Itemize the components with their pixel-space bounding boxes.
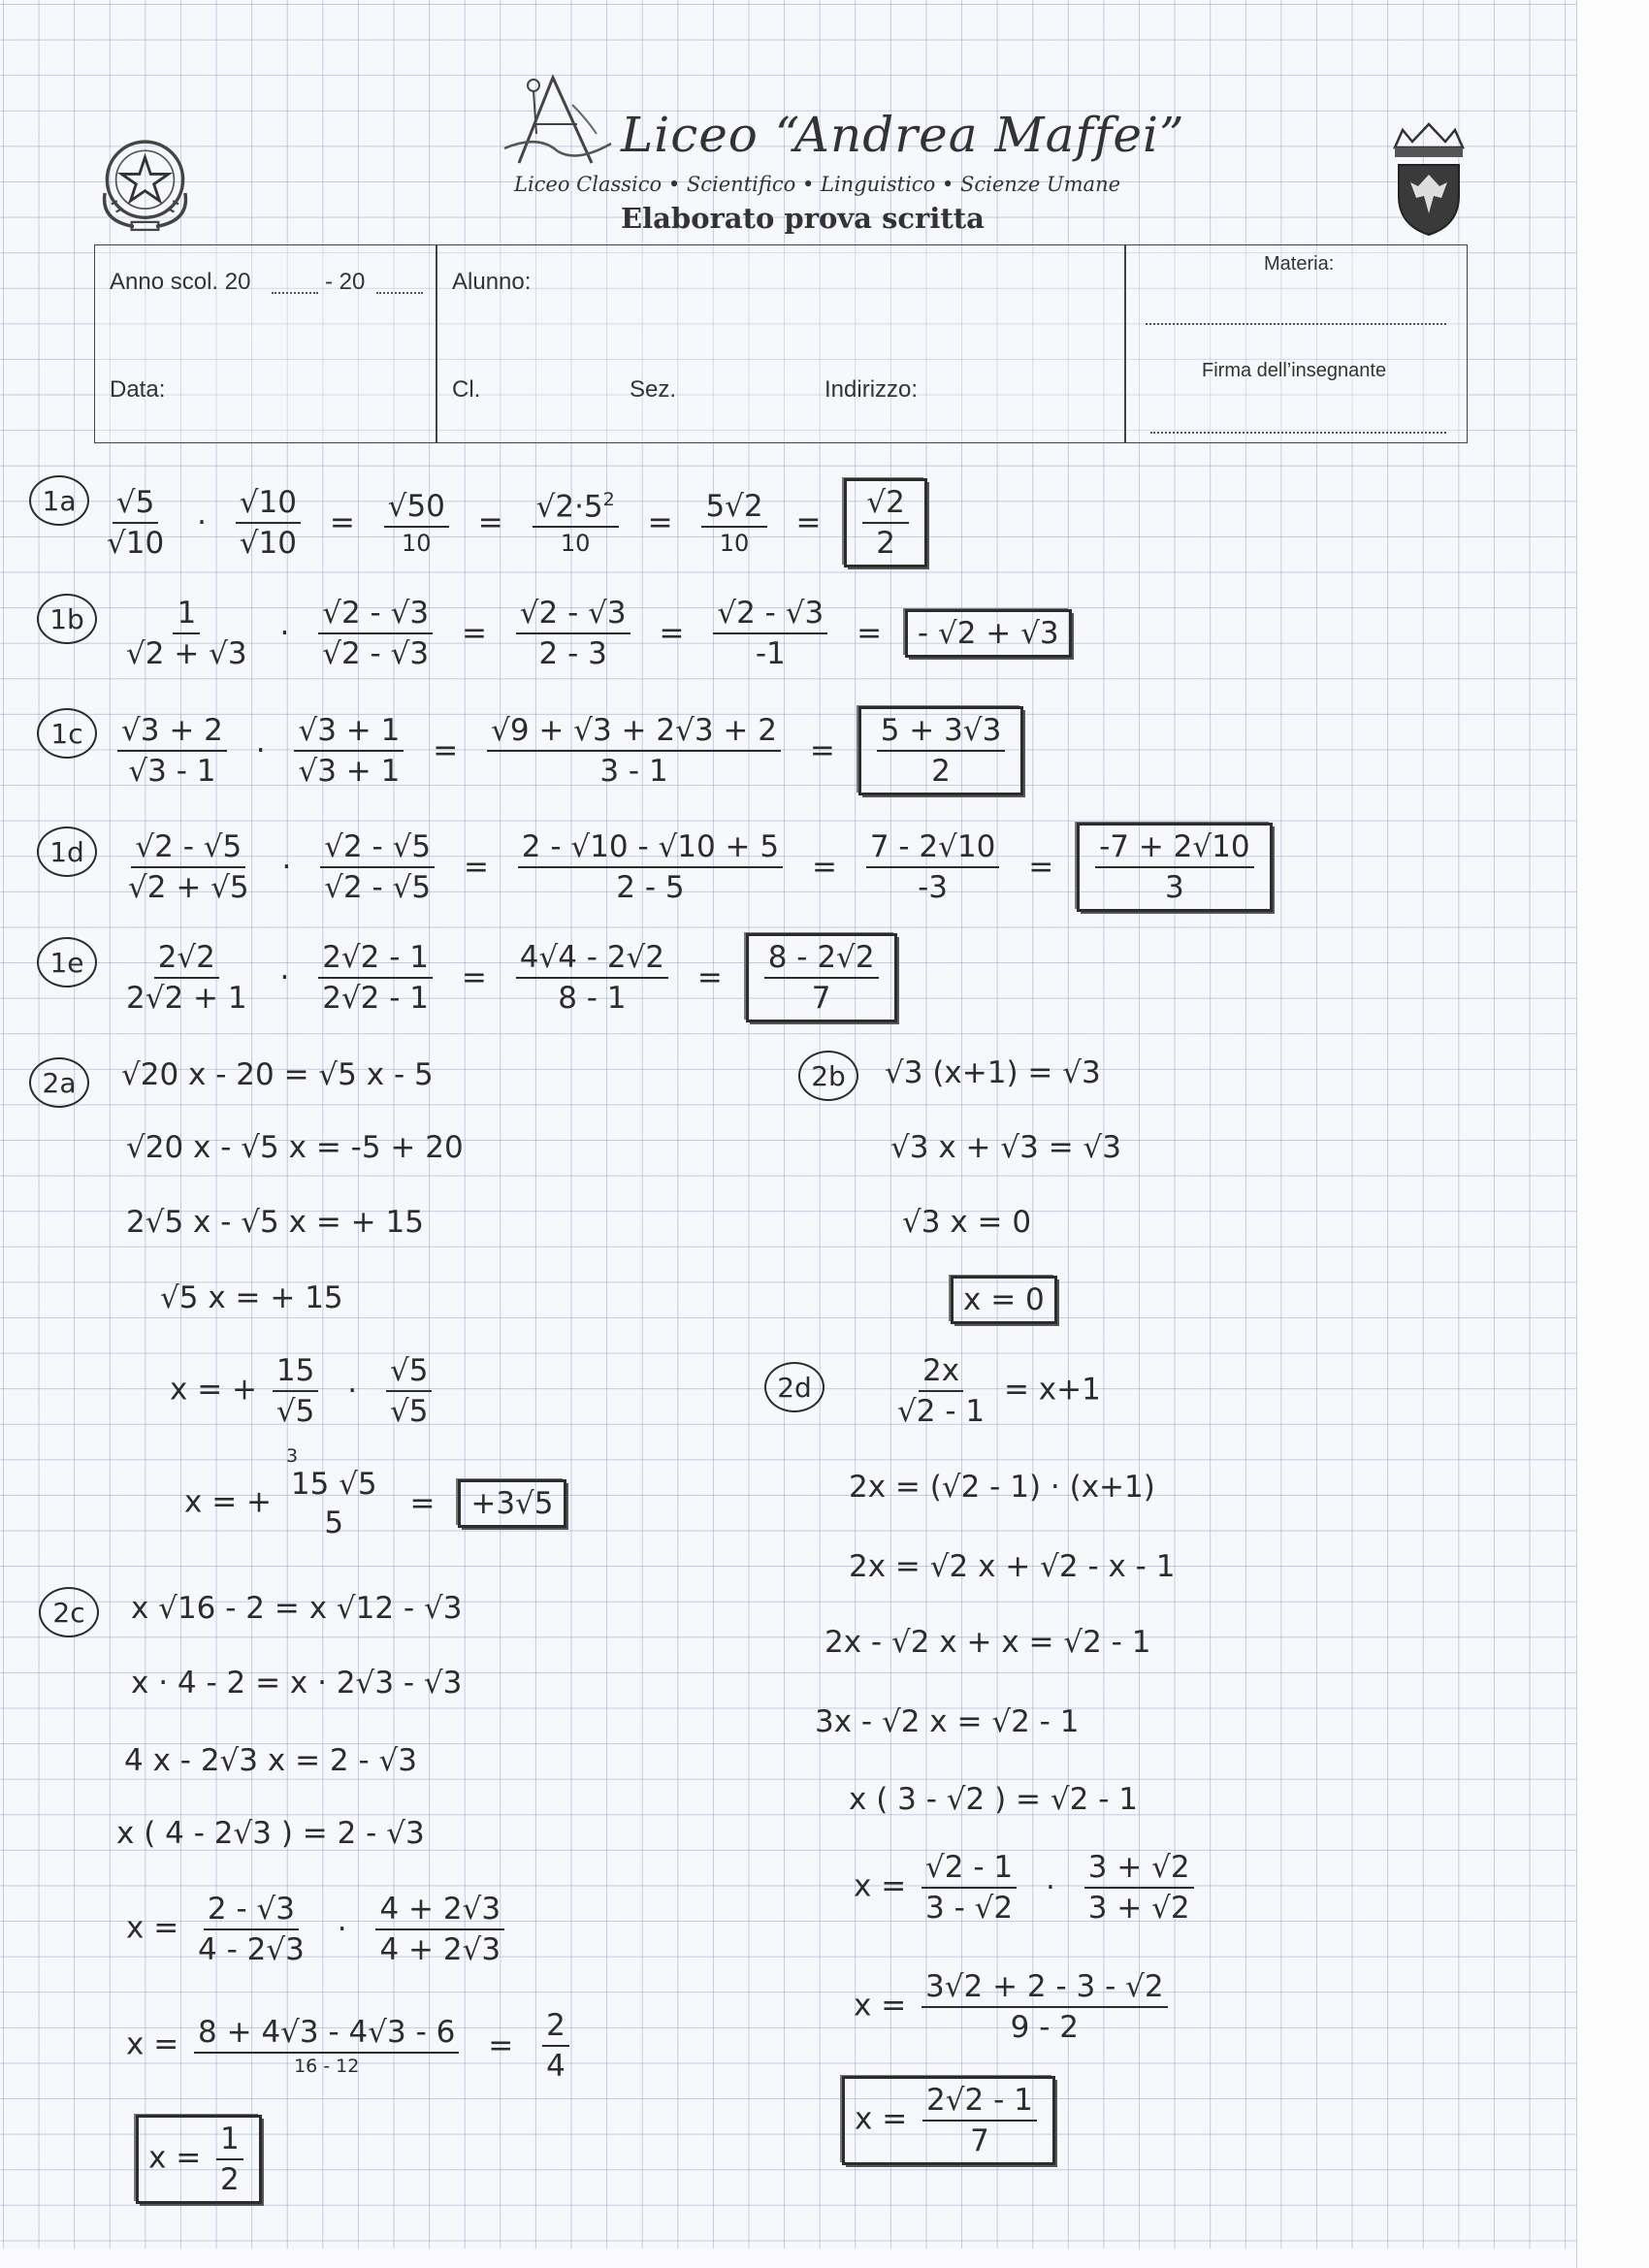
equation-line: 2x - √2 x + x = √2 - 1 — [824, 1625, 1151, 1660]
anno-scolastico-label: Anno scol. 20 — [110, 269, 251, 295]
equation-prefix: x = — [854, 1988, 907, 2024]
frac-num: √2 - √5 — [131, 829, 245, 868]
exercise-2b-label: 2b — [798, 1051, 858, 1101]
equals: = — [433, 733, 459, 768]
equation-line: √3 x + √3 = √3 — [890, 1130, 1121, 1165]
frac-num: 7 - 2√10 — [866, 829, 1000, 868]
italian-republic-emblem-icon — [89, 126, 201, 238]
frac-num: √2·5 — [535, 489, 603, 525]
equation-line: 2x = (√2 - 1) · (x+1) — [849, 1470, 1155, 1505]
scan-margin-bottom — [0, 2249, 1576, 2268]
equation-line: 2√5 x - √5 x = + 15 — [126, 1205, 424, 1240]
frac-num: 1 — [216, 2122, 243, 2160]
frac-num: 2 - √3 — [204, 1892, 299, 1930]
frac-num: 15 — [273, 1353, 318, 1392]
equation-prefix: x = — [126, 1910, 179, 1946]
frac-den: √2 - √3 — [322, 636, 430, 671]
equation-prefix: x = — [854, 1868, 907, 1904]
operator: · — [281, 850, 292, 885]
document-title: Elaborato prova scritta — [621, 202, 985, 235]
equation-line: 3x - √2 x = √2 - 1 — [815, 1704, 1080, 1739]
frac-num: 8 - 2√2 — [764, 940, 879, 979]
frac-den: √10 — [239, 526, 297, 561]
answer-box — [842, 2076, 1055, 2165]
frac-den: 2 — [220, 2162, 240, 2197]
equals: = — [461, 960, 487, 995]
answer-line — [951, 1276, 1057, 1324]
equation-line: x √16 - 2 = x √12 - √3 — [131, 1591, 463, 1626]
equation-line — [170, 1353, 437, 1429]
frac-den: 10 — [560, 530, 591, 558]
frac-den: √2 + √3 — [126, 636, 247, 671]
equals: = — [809, 733, 835, 768]
equation-prefix: x = + — [170, 1372, 258, 1408]
exercise-1e-work — [116, 933, 897, 1022]
equation-line — [184, 1467, 566, 1540]
equation-line: x · 4 - 2 = x · 2√3 - √3 — [131, 1666, 463, 1701]
frac-num: -7 + 2√10 — [1095, 829, 1254, 868]
alunno-label: Alunno: — [452, 269, 532, 295]
operator: · — [337, 1912, 347, 1947]
frac-den: √3 + 1 — [298, 754, 401, 789]
operator: · — [1046, 1870, 1055, 1905]
operator: · — [255, 733, 266, 768]
frac-den: 2 - 5 — [616, 870, 685, 905]
exercise-1d-work — [118, 823, 1273, 912]
frac-den: 4 + 2√3 — [379, 1932, 501, 1967]
frac-num: 2x — [919, 1353, 963, 1392]
frac-num: 5 + 3√3 — [877, 713, 1006, 752]
exercise-1b-work — [116, 596, 1072, 671]
frac-num: √50 — [384, 489, 449, 528]
answer-box — [844, 478, 926, 567]
equals: = — [409, 1486, 436, 1521]
firma-label: Firma dell’insegnante — [1202, 360, 1387, 381]
exponent: 2 — [602, 488, 615, 510]
sezione-label: Sez. — [630, 376, 677, 403]
frac-num: √2 — [862, 485, 908, 524]
equation-line: √3 (x+1) = √3 — [885, 1055, 1101, 1090]
frac-den: 3 - √2 — [925, 1891, 1014, 1926]
frac-den: 4 — [546, 2049, 566, 2084]
equation-rest: = x+1 — [1003, 1372, 1101, 1408]
frac-den: 9 - 2 — [1010, 2010, 1080, 2045]
frac-den: 10 — [402, 530, 432, 557]
equals: = — [488, 2028, 514, 2063]
student-info-table — [94, 244, 1468, 443]
equals: = — [659, 616, 685, 651]
equation-line: 2x = √2 x + √2 - x - 1 — [849, 1549, 1176, 1584]
answer-line — [842, 2076, 1055, 2165]
frac-den: √2 - 1 — [897, 1394, 986, 1429]
scan-margin — [1576, 0, 1649, 2268]
answer-line — [136, 2115, 262, 2204]
exercise-1b-label: 1b — [37, 594, 97, 644]
frac-num: √3 + 1 — [294, 713, 404, 752]
equation-line: √20 x - 20 = √5 x - 5 — [121, 1057, 434, 1092]
exercise-2a-label: 2a — [29, 1057, 89, 1108]
equals: = — [1028, 850, 1054, 885]
equals: = — [795, 505, 822, 540]
frac-den: 16 - 12 — [294, 2056, 360, 2077]
frac-num: 15 √5 — [290, 1467, 377, 1502]
frac-den: 4 - 2√3 — [198, 1932, 305, 1967]
materia-label: Materia: — [1264, 253, 1335, 275]
frac-den: 10 — [719, 530, 750, 557]
frac-den: 3 - 1 — [599, 754, 668, 789]
exercise-1c-label: 1c — [37, 708, 97, 759]
school-subtitle: Liceo Classico • Scientifico • Linguistico • Scienze Umane — [514, 173, 1121, 196]
exercise-2c-label: 2c — [39, 1587, 99, 1637]
answer-box: - √2 + √3 — [905, 609, 1072, 658]
frac-den: 2√2 + 1 — [126, 981, 247, 1016]
equation-prefix: x = — [126, 2026, 179, 2062]
frac-den: √5 — [389, 1394, 429, 1429]
frac-den: 3 — [1164, 870, 1184, 905]
frac-num: 1 — [173, 596, 200, 634]
equation-line: √20 x - √5 x = -5 + 20 — [126, 1130, 464, 1165]
frac-den: 8 - 1 — [558, 981, 627, 1016]
answer-box — [136, 2115, 262, 2204]
exercise-1c-work — [112, 706, 1023, 795]
cancel-annotation: 3 — [286, 1445, 299, 1467]
answer-box — [746, 933, 897, 1022]
frac-den: 2 — [931, 754, 951, 789]
equals: = — [461, 616, 487, 651]
data-label: Data: — [110, 376, 166, 403]
equals: = — [811, 850, 837, 885]
equation-line: √3 x = 0 — [902, 1205, 1032, 1240]
frac-num: 3√2 + 2 - 3 - √2 — [922, 1969, 1168, 2008]
equals: = — [647, 505, 673, 540]
frac-den: √5 — [275, 1394, 315, 1429]
equation-line — [126, 2008, 575, 2084]
frac-num: 5√2 — [701, 489, 766, 528]
frac-num: 2 — [542, 2008, 569, 2047]
firma-field[interactable] — [1150, 432, 1446, 434]
exercise-1a-work — [97, 478, 927, 567]
frac-num: √5 — [386, 1353, 432, 1392]
frac-den: 2 — [876, 526, 895, 561]
frac-num: 4√4 - 2√2 — [516, 940, 668, 979]
answer-box — [1077, 823, 1273, 912]
equation-line: √5 x = + 15 — [160, 1280, 343, 1315]
frac-den: 2 - 3 — [538, 636, 607, 671]
frac-num: √2 - √3 — [713, 596, 827, 634]
equals: = — [857, 616, 883, 651]
frac-num: 2√2 - 1 — [318, 940, 433, 979]
equation-line — [854, 1969, 1174, 2045]
frac-den: 3 + √2 — [1087, 1891, 1190, 1926]
frac-den: 5 — [324, 1506, 344, 1540]
operator: · — [279, 960, 290, 995]
equation-line: x ( 3 - √2 ) = √2 - 1 — [849, 1782, 1138, 1817]
frac-den: 2√2 - 1 — [322, 981, 430, 1016]
equation-line — [126, 1892, 510, 1967]
operator: · — [279, 616, 290, 651]
frac-num: √3 + 2 — [117, 713, 227, 752]
operator: · — [347, 1374, 358, 1409]
answer-box — [858, 706, 1024, 795]
equals: = — [477, 505, 503, 540]
frac-num: √5 — [113, 485, 158, 524]
answer-box: x = 0 — [951, 1276, 1057, 1324]
equation-prefix: x = + — [184, 1484, 273, 1520]
frac-num: √10 — [236, 485, 301, 524]
frac-den: √2 - √5 — [324, 870, 432, 905]
frac-num: √2 - √3 — [318, 596, 433, 634]
frac-num: 3 + √2 — [1084, 1850, 1194, 1889]
frac-num: √2 - √5 — [320, 829, 435, 868]
frac-den: 7 — [970, 2123, 989, 2158]
anno-start-field[interactable] — [272, 292, 318, 294]
equals: = — [696, 960, 723, 995]
exercise-1d-label: 1d — [37, 826, 97, 877]
equation-prefix: x = — [855, 2101, 908, 2137]
frac-num: 4 + 2√3 — [375, 1892, 504, 1930]
frac-den: √3 - 1 — [128, 754, 216, 789]
equation-line: x ( 4 - 2√3 ) = 2 - √3 — [116, 1816, 425, 1851]
equation-line — [888, 1353, 1101, 1429]
frac-num: √9 + √3 + 2√3 + 2 — [487, 713, 781, 752]
classe-label: Cl. — [452, 376, 481, 403]
operator: · — [197, 505, 207, 540]
indirizzo-label: Indirizzo: — [824, 376, 919, 403]
equation-line — [854, 1850, 1200, 1926]
frac-den: √2 + √5 — [128, 870, 249, 905]
crowned-eagle-crest-icon — [1389, 118, 1469, 240]
exercise-1e-label: 1e — [37, 937, 97, 988]
frac-den: √10 — [107, 526, 165, 561]
anno-end-field[interactable] — [376, 292, 423, 294]
frac-den: -3 — [918, 870, 949, 905]
equals: = — [463, 850, 489, 885]
equation-line: 4 x - 2√3 x = 2 - √3 — [124, 1743, 417, 1778]
anno-separator: - 20 — [325, 269, 366, 295]
exercise-2d-label: 2d — [764, 1362, 824, 1412]
exercise-1a-label: 1a — [29, 475, 89, 526]
frac-den: -1 — [755, 636, 786, 671]
equals: = — [329, 505, 355, 540]
frac-num: 2√2 — [154, 940, 219, 979]
frac-num: 2 - √10 - √10 + 5 — [518, 829, 783, 868]
school-name: Liceo “Andrea Maffei” — [621, 107, 1185, 163]
materia-field[interactable] — [1146, 323, 1446, 325]
frac-num: 8 + 4√3 - 4√3 - 6 — [194, 2015, 459, 2054]
frac-num: √2 - √3 — [516, 596, 630, 634]
answer-box: +3√5 — [458, 1479, 566, 1528]
frac-den: 7 — [811, 981, 831, 1016]
school-logo-icon — [500, 66, 616, 168]
frac-num: 2√2 - 1 — [922, 2083, 1037, 2122]
equation-prefix: x = — [148, 2140, 202, 2176]
frac-num: √2 - 1 — [922, 1850, 1017, 1889]
